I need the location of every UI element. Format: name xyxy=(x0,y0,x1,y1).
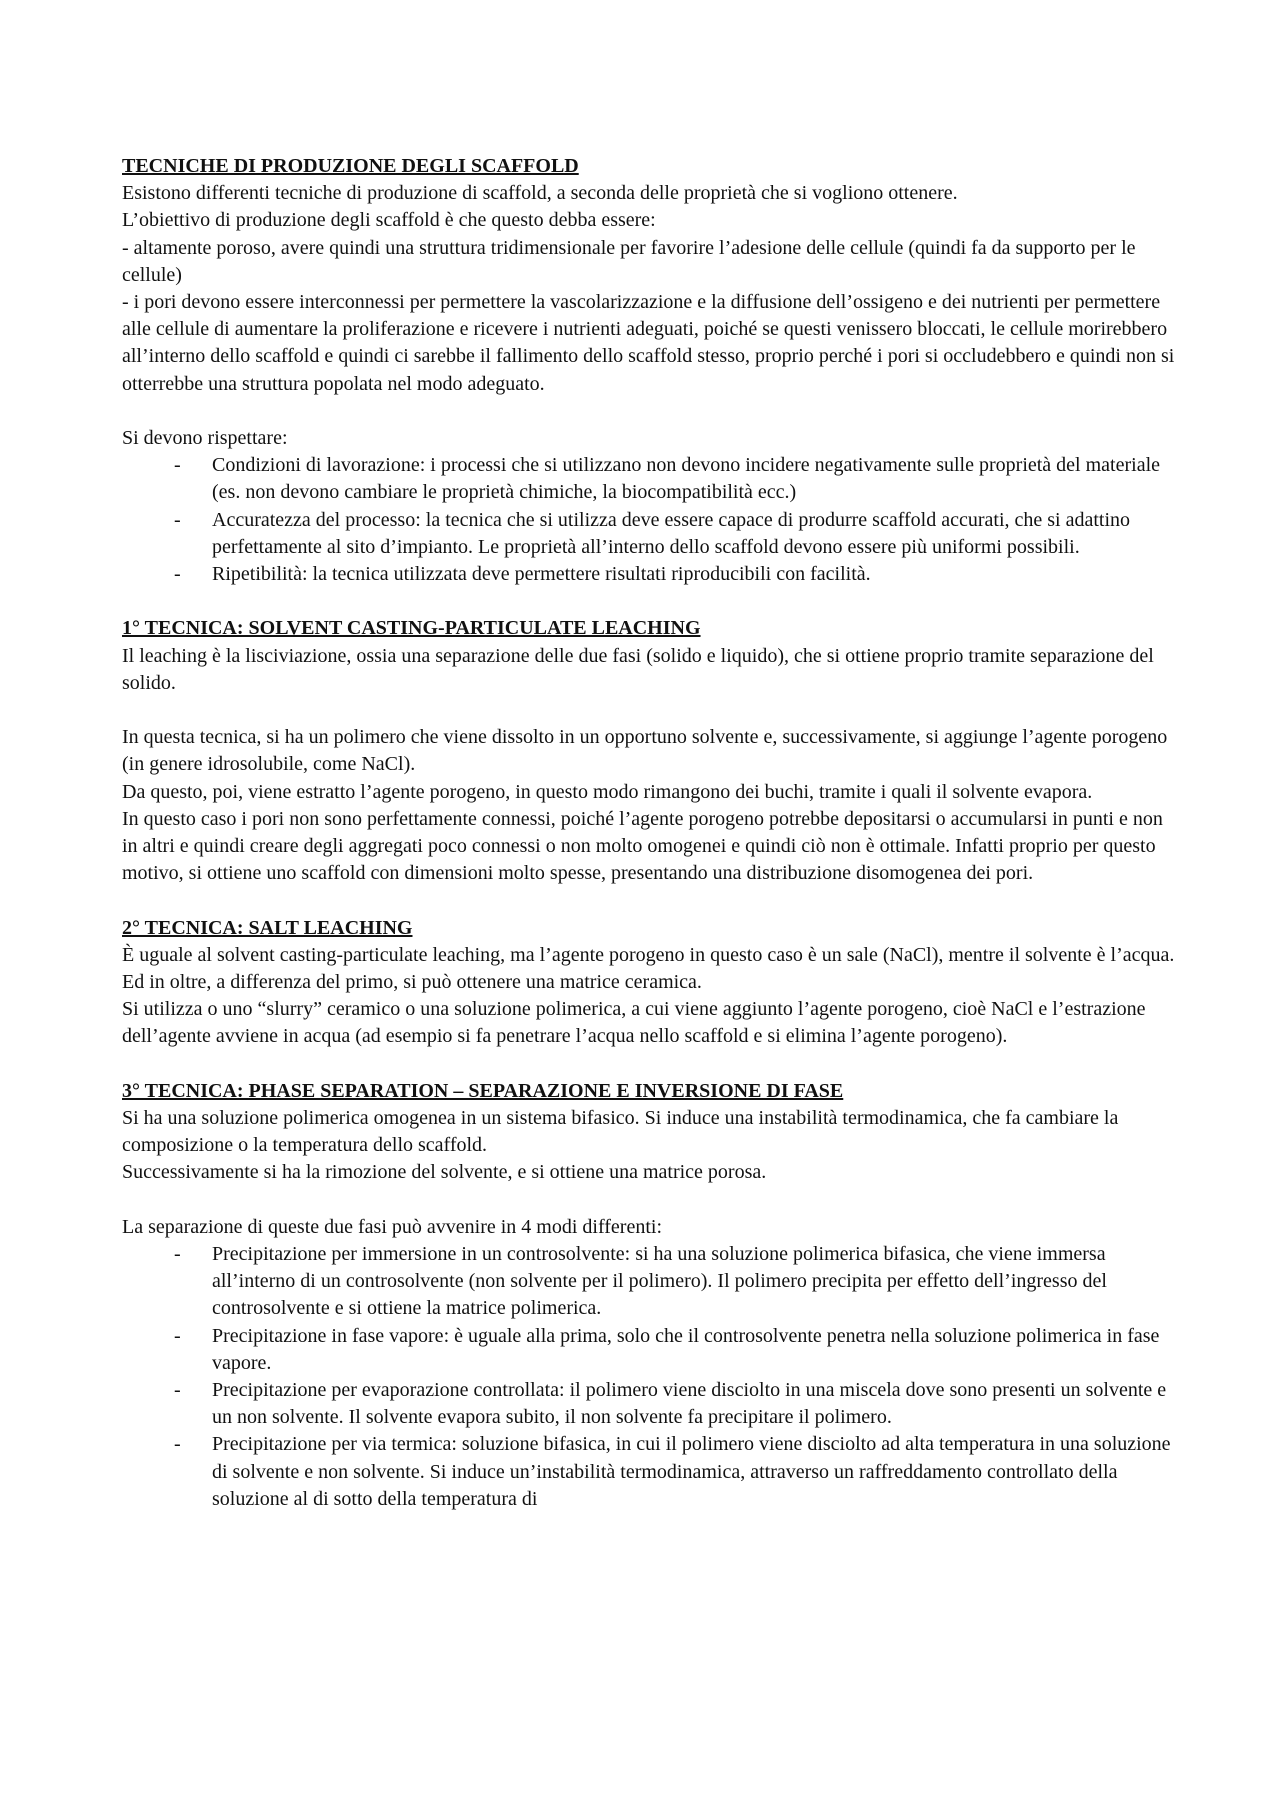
list-item xyxy=(122,1431,1182,1513)
list-item xyxy=(122,1323,1182,1377)
bullet-dash: - xyxy=(174,563,181,586)
list-intro: La separazione di queste due fasi può avvenire in 4 modi differenti: xyxy=(122,1215,662,1238)
list-item-text: Ripetibilità: la tecnica utilizzata deve permettere risultati riproducibili con facilità. xyxy=(212,563,871,586)
list-item-text: Precipitazione per immersione in un controsolvente: si ha una soluzione polimerica bifasica, che viene immersa all’interno di un controsolvente (non solvente per il polimero). Il polimero precipita per effetto dell’ingresso del controsolvente e si ottiene la matrice polimerica. xyxy=(212,1243,1107,1320)
list-item-text: Precipitazione per evaporazione controllata: il polimero viene disciolto in una miscela dove sono presenti un solvente e un non solvente. Il solvente evapora subito, il non solvente fa precipitare il polimero. xyxy=(212,1379,1167,1429)
list-item xyxy=(122,507,1182,561)
bullet-dash: - xyxy=(174,508,181,531)
section-heading-salt-leaching: 2° TECNICA: SALT LEACHING xyxy=(122,916,413,939)
separation-methods-list xyxy=(122,1241,1182,1513)
list-item-text: Precipitazione in fase vapore: è uguale alla prima, solo che il controsolvente penetra nella soluzione polimerica in fase vapore. xyxy=(212,1324,1160,1374)
paragraph: - altamente poroso, avere quindi una struttura tridimensionale per favorire l’adesione delle cellule (quindi fa da supporto per le cellule) xyxy=(122,236,1136,286)
paragraph: Da questo, poi, viene estratto l’agente porogeno, in questo modo rimangono dei buchi, tramite i quali il solvente evapora. xyxy=(122,780,1093,803)
requirements-list xyxy=(122,452,1182,588)
section-heading-solvent-casting: 1° TECNICA: SOLVENT CASTING-PARTICULATE LEACHING xyxy=(122,617,701,640)
bullet-dash: - xyxy=(174,1433,181,1456)
list-item-text: Precipitazione per via termica: soluzione bifasica, in cui il polimero viene disciolto ad alta temperatura in una soluzione di solvente e non solvente. Si induce un’instabilità termodinamica, attraverso un raffreddamento controllato della soluzione al di sotto della temperatura di xyxy=(212,1433,1171,1510)
paragraph: Si ha una soluzione polimerica omogenea in un sistema bifasico. Si induce una instabilità termodinamica, che fa cambiare la composizione o la temperatura dello scaffold. xyxy=(122,1107,1119,1157)
list-item xyxy=(122,452,1182,506)
paragraph: In questo caso i pori non sono perfettamente connessi, poiché l’agente porogeno potrebbe depositarsi o accumularsi in punti e non in altri e quindi creare degli aggregati poco connessi o non molto omogenei e quindi ciò non è ottimale. Infatti proprio per questo motivo, si ottiene uno scaffold con dimensioni molto spesse, presentando una distribuzione disomogenea dei pori. xyxy=(122,807,1163,885)
list-item xyxy=(122,561,1182,588)
list-item-text: Condizioni di lavorazione: i processi che si utilizzano non devono incidere negativamente sulle proprietà del materiale (es. non devono cambiare le proprietà chimiche, la biocompatibilità ecc.) xyxy=(212,454,1161,504)
bullet-dash: - xyxy=(174,1324,181,1347)
paragraph: È uguale al solvent casting-particulate leaching, ma l’agente porogeno in questo caso è un sale (NaCl), mentre il solvente è l’acqua. Ed in oltre, a differenza del primo, si può ottenere una matrice ceramica. xyxy=(122,943,1175,994)
paragraph: - i pori devono essere interconnessi per permettere la vascolarizzazione e la diffusione dell’ossigeno e dei nutrienti per permettere alle cellule di aumentare la proliferazione e ricevere i nutrienti adeguati, poiché se questi venissero bloccati, le cellule morirebbero all’interno dello scaffold e quindi ci sarebbe il fallimento dello scaffold stesso, proprio perché i pori si occludebbero e quindi non si otterrebbe una struttura popolata nel modo adeguato. xyxy=(122,291,1175,395)
list-item xyxy=(122,1377,1182,1431)
section-heading-tecniche: TECNICHE DI PRODUZIONE DEGLI SCAFFOLD xyxy=(122,155,579,177)
document-page xyxy=(122,153,1182,1513)
paragraph: Esistono differenti tecniche di produzione di scaffold, a seconda delle proprietà che si vogliono ottenere. xyxy=(122,182,958,205)
paragraph: Il leaching è la lisciviazione, ossia una separazione delle due fasi (solido e liquido), che si ottiene proprio tramite separazione del solido. xyxy=(122,644,1154,694)
paragraph: L’obiettivo di produzione degli scaffold è che questo debba essere: xyxy=(122,209,656,232)
section-heading-phase-separation: 3° TECNICA: PHASE SEPARATION – SEPARAZIONE E INVERSIONE DI FASE xyxy=(122,1079,844,1102)
bullet-dash: - xyxy=(174,1379,181,1402)
list-intro: Si devono rispettare: xyxy=(122,427,288,450)
paragraph: Successivamente si ha la rimozione del solvente, e si ottiene una matrice porosa. xyxy=(122,1161,767,1184)
paragraph: Si utilizza o uno “slurry” ceramico o una soluzione polimerica, a cui viene aggiunto l’agente porogeno, cioè NaCl e l’estrazione dell’agente avviene in acqua (ad esempio si fa penetrare l’acqua nello scaffold e si elimina l’agente porogeno). xyxy=(122,998,1146,1048)
paragraph: In questa tecnica, si ha un polimero che viene dissolto in un opportuno solvente e, successivamente, si aggiunge l’agente porogeno (in genere idrosolubile, come NaCl). xyxy=(122,726,1168,776)
list-item xyxy=(122,1241,1182,1323)
list-item-text: Accuratezza del processo: la tecnica che si utilizza deve essere capace di produrre scaffold accurati, che si adattino perfettamente al sito d’impianto. Le proprietà all’interno dello scaffold devono essere più uniformi possibili. xyxy=(212,508,1131,558)
bullet-dash: - xyxy=(174,454,181,477)
bullet-dash: - xyxy=(174,1243,181,1266)
